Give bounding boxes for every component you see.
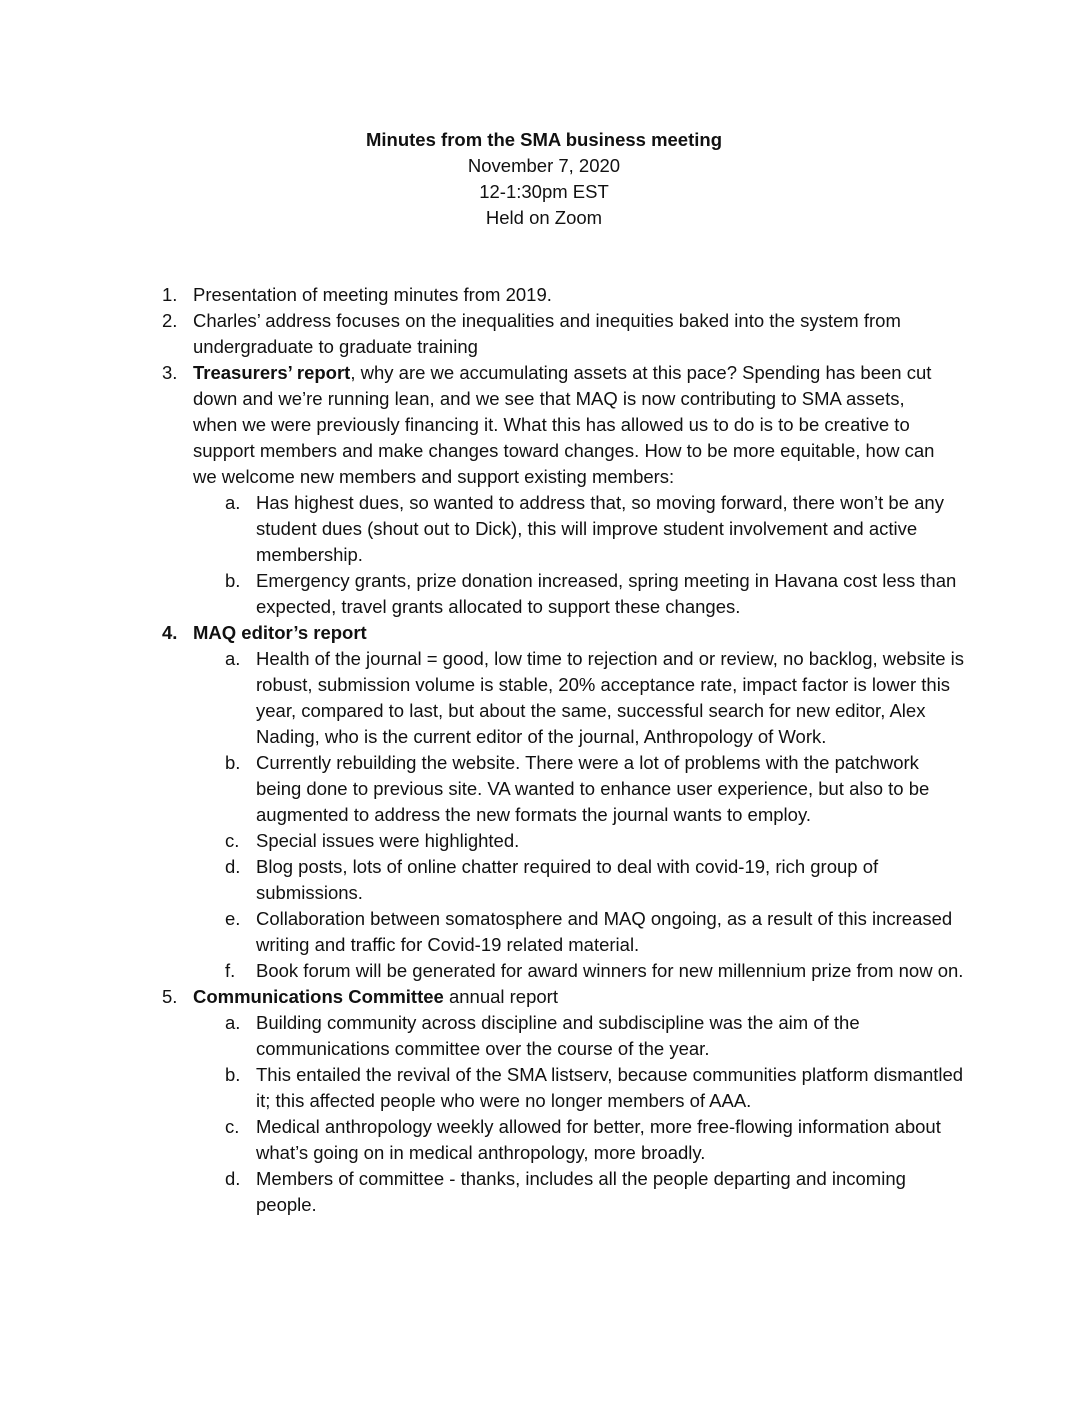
- sub-item-letter: a.: [225, 648, 241, 669]
- meeting-location: Held on Zoom: [485, 207, 603, 228]
- sub-item-letter: f.: [225, 960, 236, 981]
- sub-item-text: Collaboration between somatosphere and MAQ ongoing, as a result of this increased writing and traffic for Covid-19 related material.: [256, 908, 953, 955]
- agenda-item-2: [0, 308, 953, 360]
- sub-item-letter: a.: [225, 492, 241, 513]
- sub-item-text: Building community across discipline and subdiscipline was the aim of the communications committee over the course of the year.: [256, 1012, 860, 1059]
- item-heading: MAQ editor’s report: [193, 622, 367, 643]
- sub-item-5c: [0, 1114, 966, 1166]
- item-number: 2.: [162, 310, 178, 331]
- sub-item-letter: d.: [225, 1168, 241, 1189]
- meeting-date: November 7, 2020: [467, 155, 621, 176]
- sub-item-text: Book forum will be generated for award winners for new millennium prize from now on.: [256, 960, 964, 981]
- minutes-header: [0, 127, 1088, 231]
- sub-item-4c: [0, 828, 966, 854]
- sub-item-4a: [0, 646, 966, 750]
- item-heading: Treasurers’ report: [193, 362, 351, 383]
- document-title: Minutes from the SMA business meeting: [366, 129, 722, 150]
- sub-item-letter: b.: [225, 1064, 241, 1085]
- item-number: 3.: [162, 362, 178, 383]
- sub-item-letter: c.: [225, 1116, 240, 1137]
- item-text: annual report: [443, 986, 558, 1007]
- meeting-time: 12-1:30pm EST: [479, 181, 609, 202]
- agenda-item-4: [0, 620, 953, 646]
- sub-item-4e: [0, 906, 966, 958]
- agenda-list: [0, 282, 1088, 1218]
- item-number: 5.: [162, 986, 178, 1007]
- item-number: 1.: [162, 284, 178, 305]
- sub-item-letter: a.: [225, 1012, 241, 1033]
- sub-item-3b: [0, 568, 966, 620]
- sub-item-4b: [0, 750, 966, 828]
- sub-item-5b: [0, 1062, 966, 1114]
- item-text: Charles’ address focuses on the inequalities and inequities baked into the system from undergraduate to graduate training: [193, 310, 901, 357]
- sub-item-text: Medical anthropology weekly allowed for better, more free-flowing information about what’s going on in medical anthropology, more broadly.: [256, 1116, 941, 1163]
- sub-item-letter: b.: [225, 752, 241, 773]
- item-heading: Communications Committee: [193, 986, 444, 1007]
- sub-item-4d: [0, 854, 966, 906]
- sub-item-letter: e.: [225, 908, 241, 929]
- sub-item-text: Members of committee - thanks, includes all the people departing and incoming people.: [256, 1168, 906, 1215]
- sub-item-text: This entailed the revival of the SMA listserv, because communities platform dismantled it; this affected people who were no longer members of AAA.: [256, 1064, 964, 1111]
- sub-item-text: Currently rebuilding the website. There were a lot of problems with the patchwork being done to previous site. VA wanted to enhance user experience, but also to be augmented to address the new formats the journal wants to employ.: [256, 752, 930, 825]
- sub-item-5d: [0, 1166, 966, 1218]
- item-text: Presentation of meeting minutes from 2019.: [193, 284, 552, 305]
- sub-item-5a: [0, 1010, 966, 1062]
- sub-item-text: Blog posts, lots of online chatter required to deal with covid-19, rich group of submissions.: [256, 856, 879, 903]
- sub-item-text: Has highest dues, so wanted to address that, so moving forward, there won’t be any student dues (shout out to Dick), this will improve student involvement and active membership.: [256, 492, 944, 565]
- item-text: , why are we accumulating assets at this pace? Spending has been cut down and we’re running lean, and we see that MAQ is now contributing to SMA assets, when we were previously financing it. What this has allowed us to do is to be creative to support members and make changes toward changes. How to be more equitable, how can we welcome new members and support existing members:: [193, 362, 935, 487]
- agenda-item-3: [0, 360, 953, 490]
- sub-item-letter: b.: [225, 570, 241, 591]
- sub-item-text: Health of the journal = good, low time to rejection and or review, no backlog, website is robust, submission volume is stable, 20% acceptance rate, impact factor is lower this year, compared to last, but about the same, successful search for new editor, Alex Nading, who is the current editor of the journal, Anthropology of Work.: [256, 648, 965, 747]
- agenda-item-1: [0, 282, 953, 308]
- item-number: 4.: [162, 622, 178, 643]
- agenda-item-5: [0, 984, 953, 1010]
- sub-item-text: Special issues were highlighted.: [256, 830, 520, 851]
- sub-item-letter: d.: [225, 856, 241, 877]
- sub-item-3a: [0, 490, 966, 568]
- sub-item-letter: c.: [225, 830, 240, 851]
- sub-item-4f: [0, 958, 966, 984]
- sub-item-text: Emergency grants, prize donation increased, spring meeting in Havana cost less than expected, travel grants allocated to support these changes.: [256, 570, 957, 617]
